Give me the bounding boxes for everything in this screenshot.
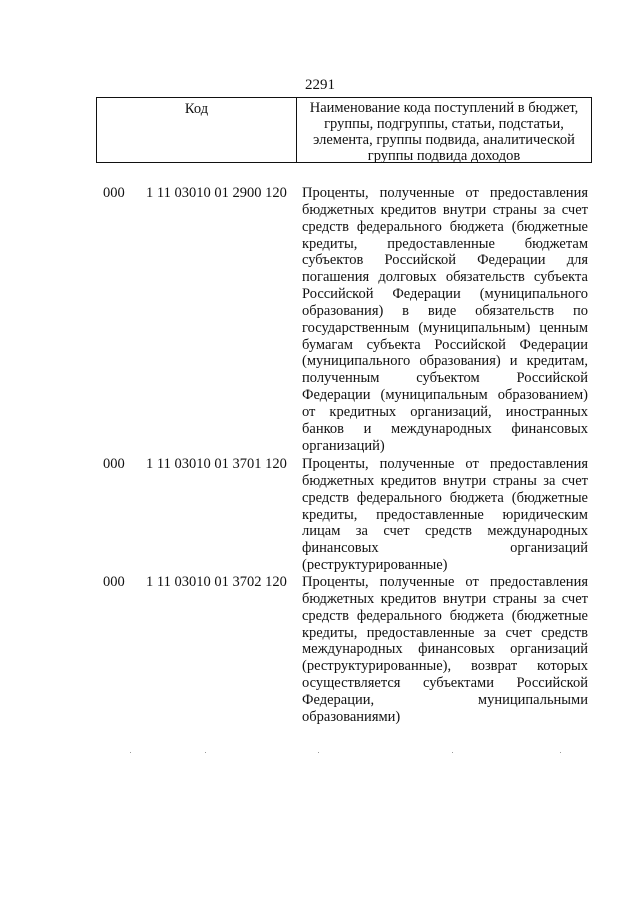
- row-admin-code: 000: [103, 574, 125, 590]
- row-income-code: 1 11 03010 01 3702 120: [146, 574, 287, 590]
- row-description: Проценты, полученные от предоставления бюджетных кредитов внутри страны за счет средств федерального бюджета (бюджетные кредиты, предоставленные за счет средств международных финансовых организаций (реструктурированные), возврат которых осуществляется субъектами Российской Федерации, муниципальными образованиями): [302, 574, 588, 725]
- scan-speck: [560, 752, 561, 753]
- row-income-code: 1 11 03010 01 3701 120: [146, 456, 287, 472]
- table-header: [96, 97, 592, 163]
- row-description: Проценты, полученные от предоставления бюджетных кредитов внутри страны за счет средств федерального бюджета (бюджетные кредиты, предоставленные юридическим лицам за счет средств международных финансовых организаций (реструктурированные): [302, 456, 588, 574]
- scan-speck: [205, 752, 206, 753]
- page-number: 2291: [305, 77, 335, 93]
- header-code-label: Код: [97, 98, 297, 162]
- scan-speck: [452, 752, 453, 753]
- row-description: Проценты, полученные от предоставления бюджетных кредитов внутри страны за счет средств федерального бюджета (бюджетные кредиты, предоставленные бюджетам субъектов Российской Федерации для погашения долговых обязательств субъекта Российской Федерации (муниципального образования) в виде обязательств по государственным (муниципальным) ценным бумагам субъекта Российской Федерации (муниципального образования) и кредитам, полученным субъектом Российской Федерации (муниципальным образованием) от кредитных организаций, иностранных банков и международных финансовых организаций): [302, 185, 588, 454]
- row-income-code: 1 11 03010 01 2900 120: [146, 185, 287, 201]
- row-admin-code: 000: [103, 185, 125, 201]
- scan-speck: [318, 752, 319, 753]
- header-name-label: Наименование кода поступлений в бюджет, группы, подгруппы, статьи, подстатьи, элемента, группы подвида, аналитической группы подвида доходов: [309, 100, 579, 164]
- row-admin-code: 000: [103, 456, 125, 472]
- scan-speck: [130, 752, 131, 753]
